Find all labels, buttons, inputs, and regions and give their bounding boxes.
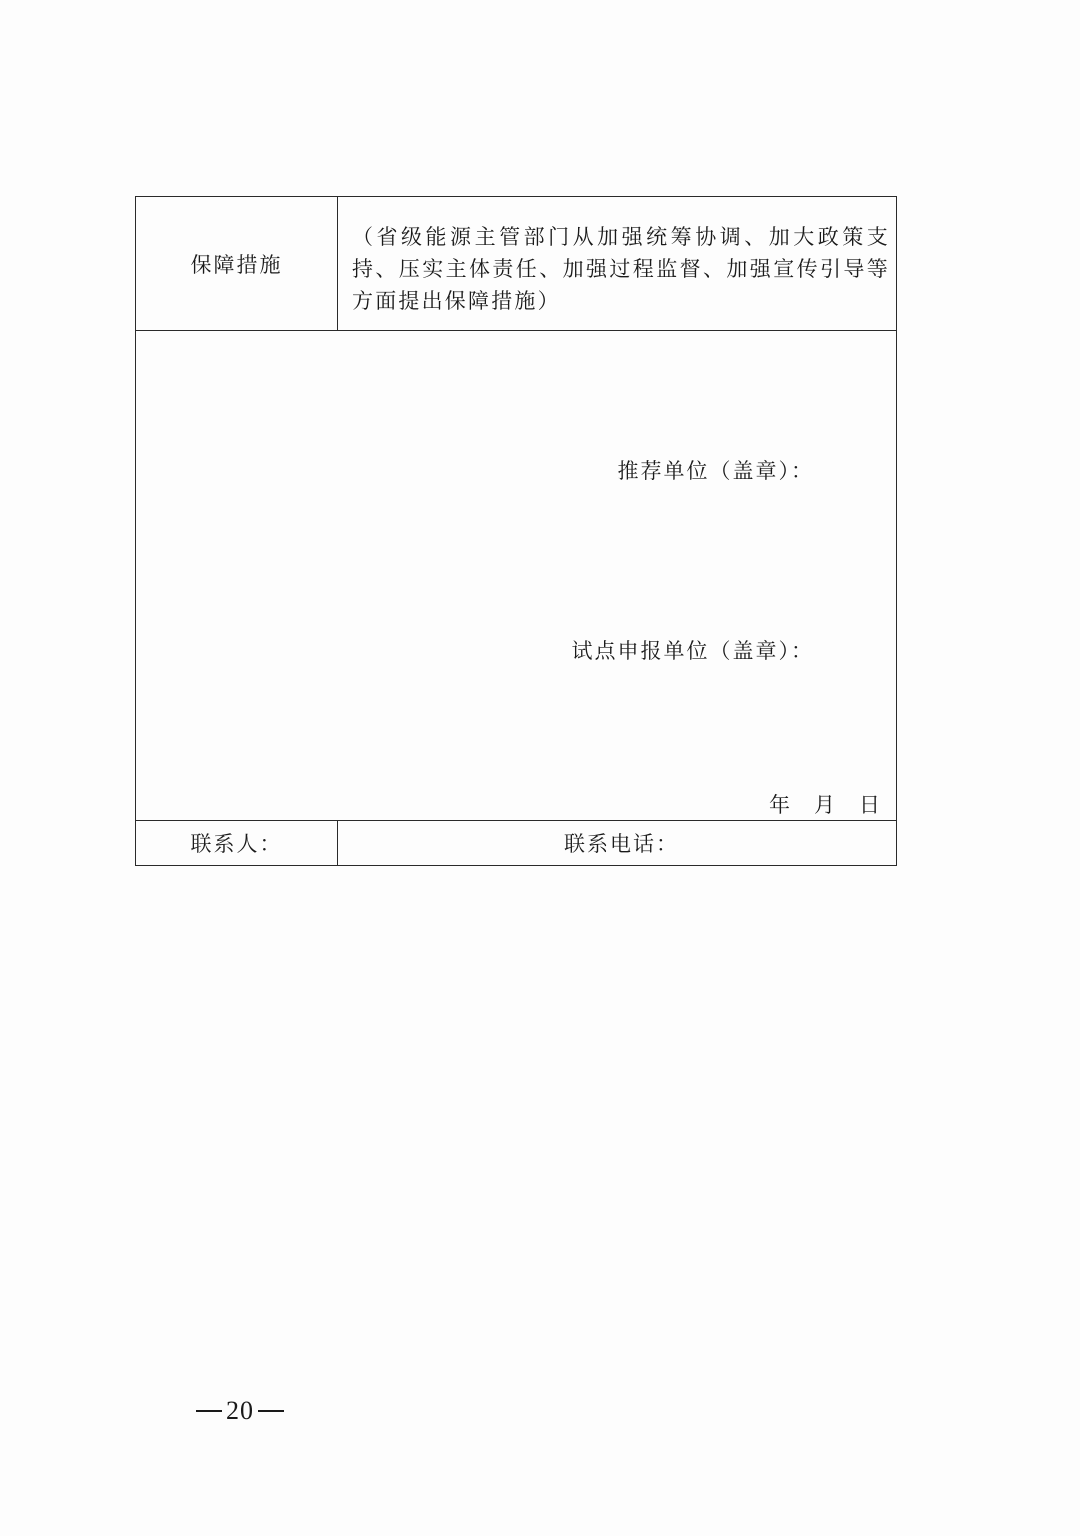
contact-person-cell <box>136 821 338 865</box>
signature-row <box>136 331 896 821</box>
page-number-right-dash <box>258 1410 284 1412</box>
applicant-unit-seal-label: 试点申报单位（盖章）： <box>571 639 814 663</box>
measures-label-cell <box>136 197 338 330</box>
measures-note: （省级能源主管部门从加强统筹协调、加大政策支持、压实主体责任、加强过程监督、加强宣传引导等方面提出保障措施） <box>352 225 890 313</box>
recommend-unit-seal-label: 推荐单位（盖章）： <box>617 459 814 483</box>
date-day-label: 日 <box>859 793 882 817</box>
contact-phone-cell <box>338 821 896 865</box>
measures-content-cell <box>338 197 896 330</box>
page-number <box>196 1396 284 1426</box>
page-number-left-dash <box>196 1410 222 1412</box>
contact-person-label: 联系人： <box>190 832 283 856</box>
measures-label: 保障措施 <box>190 252 283 277</box>
measures-row <box>136 197 896 331</box>
date-year-label: 年 <box>769 793 792 817</box>
date-month-label: 月 <box>814 793 837 817</box>
contact-phone-label: 联系电话： <box>564 832 679 856</box>
application-form-table <box>135 196 897 866</box>
contact-row <box>136 821 896 865</box>
date-line <box>769 789 882 819</box>
page-number-value: 20 <box>226 1396 254 1425</box>
